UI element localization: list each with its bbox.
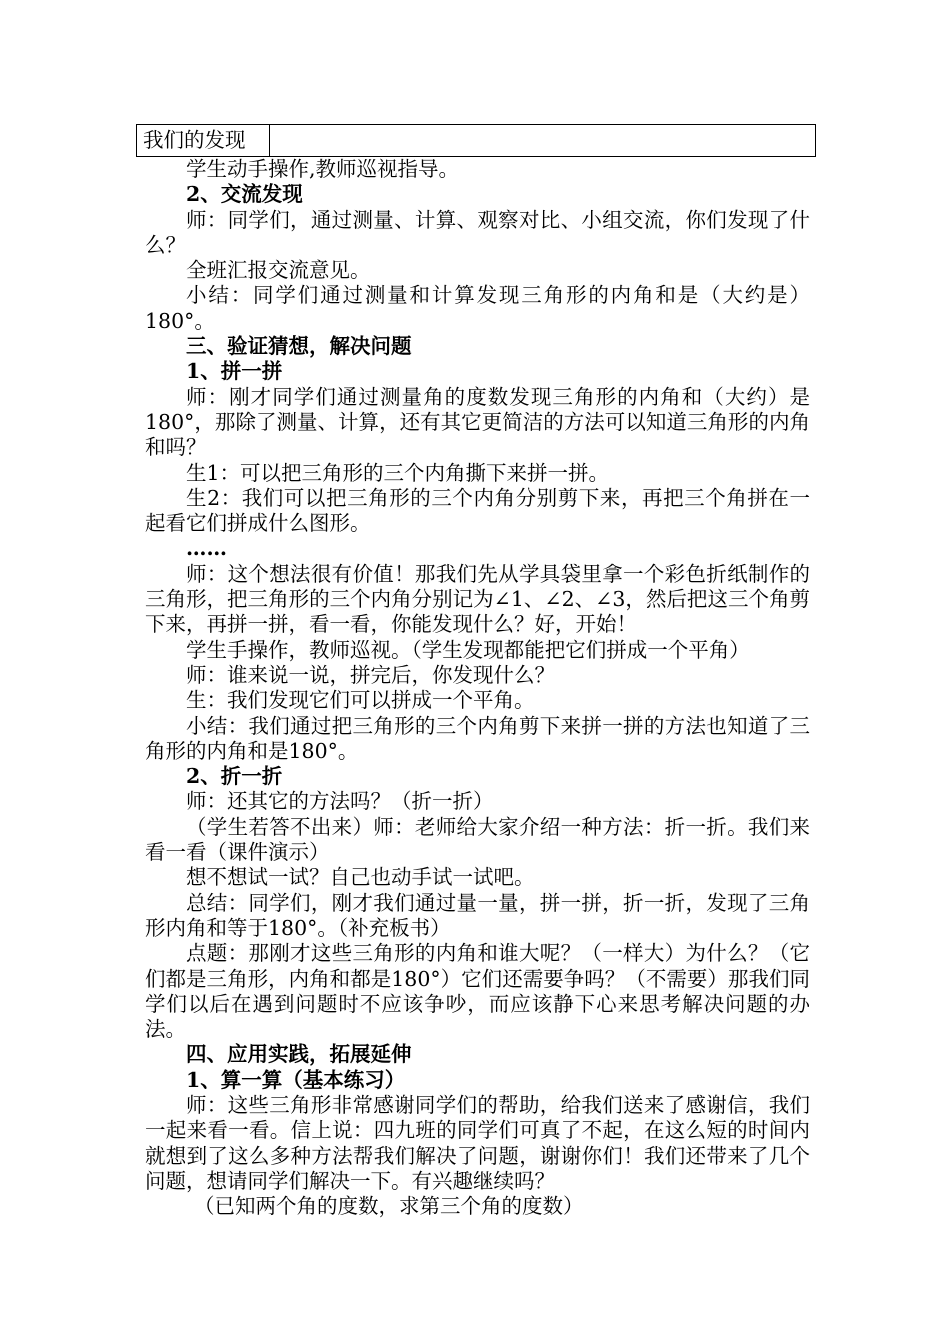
section-heading: 2、折一折 xyxy=(186,764,283,789)
paragraph: 点题：那刚才这些三角形的内角和谁大呢？（一样大）为什么？（它们都是三角形，内角和都是180°）它们还需要争吗？（不需要）那我们同学们以后在遇到问题时不应该争吵，而应该静下心来思考解决问题的办法。 xyxy=(145,941,810,1042)
paragraph: 生2：我们可以把三角形的三个内角分别剪下来，再把三个角拼在一起看它们拼成什么图形。 xyxy=(145,485,810,536)
paragraph: （已知两个角的度数，求第三个角的度数） xyxy=(194,1194,584,1219)
section-heading: 1、算一算（基本练习） xyxy=(186,1067,406,1092)
paragraph: 总结：同学们，刚才我们通过量一量，拼一拼，折一折，发现了三角形内角和等于180°。（补充板书） xyxy=(145,890,810,940)
paragraph: 小结：同学们通过测量和计算发现三角形的内角和是（大约是）180°。 xyxy=(145,283,810,333)
paragraph: 小结：我们通过把三角形的三个内角剪下来拼一拼的方法也知道了三角形的内角和是180°。 xyxy=(145,713,810,763)
paragraph: （学生若答不出来）师：老师给大家介绍一种方法：折一折。我们来看一看（课件演示） xyxy=(145,814,810,865)
section-heading: 三、验证猜想，解决问题 xyxy=(186,334,412,359)
findings-value-cell[interactable] xyxy=(270,125,816,157)
body-text xyxy=(145,157,810,1219)
paragraph: 学生动手操作,教师巡视指导。 xyxy=(186,157,460,181)
paragraph: 全班汇报交流意见。 xyxy=(186,258,371,283)
paragraph: 师：同学们，通过测量、计算、观察对比、小组交流，你们发现了什么？ xyxy=(145,207,810,257)
paragraph: 师：这个想法很有价值！那我们先从学具袋里拿一个彩色折纸制作的三角形，把三角形的三个内角分别记为∠1、∠2、∠3，然后把这三个角剪下来，再拼一拼，看一看，你能发现什么？好，开始！ xyxy=(145,561,810,637)
section-heading: 四、应用实践，拓展延伸 xyxy=(186,1042,412,1067)
ellipsis: …… xyxy=(186,536,227,561)
paragraph: 生：我们发现它们可以拼成一个平角。 xyxy=(186,688,535,713)
findings-label-cell: 我们的发现 xyxy=(137,125,270,157)
paragraph: 师：这些三角形非常感谢同学们的帮助，给我们送来了感谢信，我们一起来看一看。信上说：四九班的同学们可真了不起，在这么短的时间内就想到了这么多种方法帮我们解决了问题，谢谢你们！我们还带来了几个问题，想请同学们解决一下。有兴趣继续吗？ xyxy=(145,1092,810,1193)
findings-table xyxy=(136,124,816,157)
paragraph: 想不想试一试？自己也动手试一试吧。 xyxy=(186,865,535,890)
section-heading: 2、交流发现 xyxy=(186,182,303,207)
paragraph: 学生手操作，教师巡视。（学生发现都能把它们拼成一个平角） xyxy=(186,637,750,662)
paragraph: 师：刚才同学们通过测量角的度数发现三角形的内角和（大约）是180°，那除了测量、计算，还有其它更简洁的方法可以知道三角形的内角和吗？ xyxy=(145,384,810,460)
section-heading: 1、拼一拼 xyxy=(186,359,283,384)
paragraph: 师：还其它的方法吗？（折一折） xyxy=(186,789,494,814)
paragraph: 师：谁来说一说，拼完后，你发现什么？ xyxy=(186,662,555,687)
paragraph: 生1：可以把三角形的三个内角撕下来拼一拼。 xyxy=(186,460,610,485)
findings-row xyxy=(137,125,816,157)
